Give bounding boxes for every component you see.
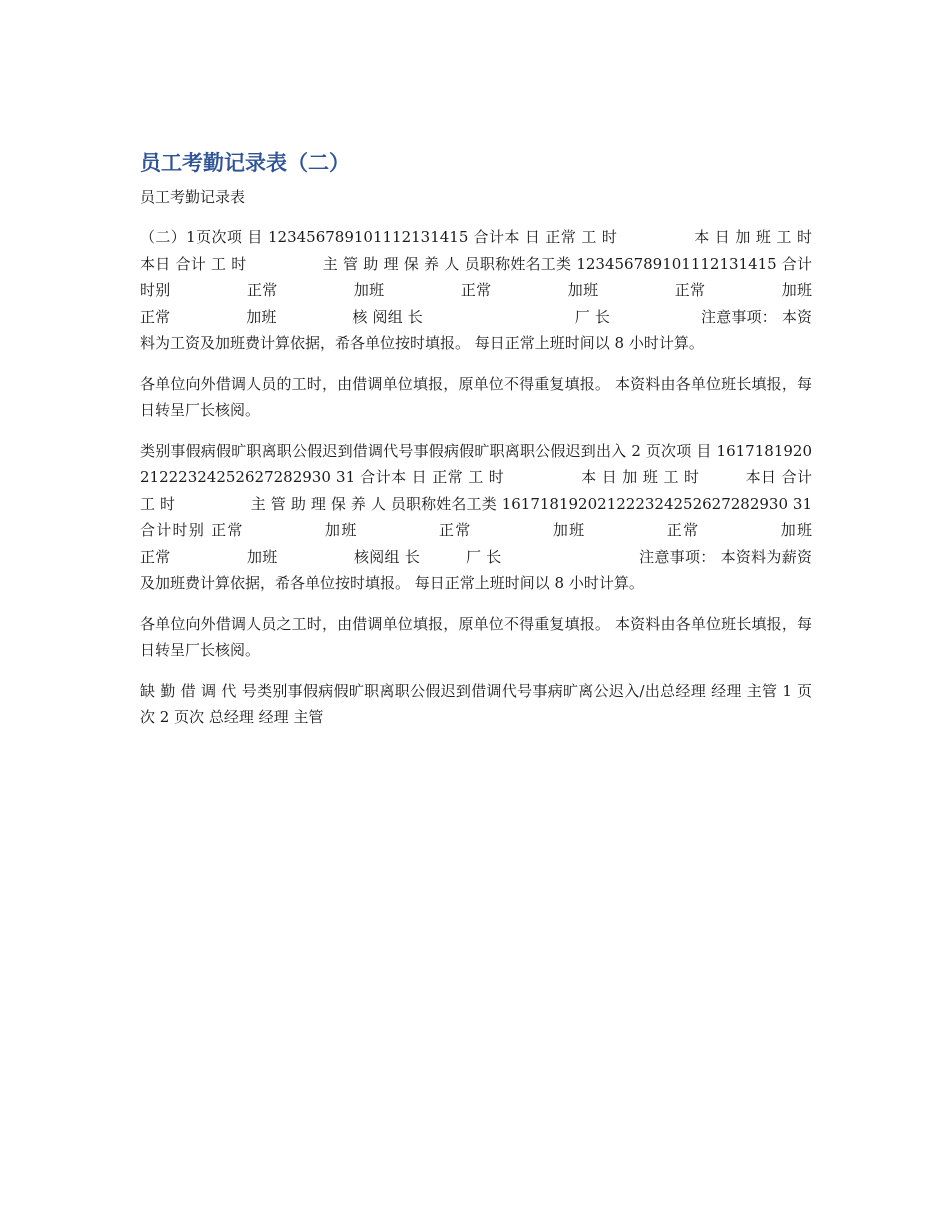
paragraph-absence-legend: 缺 勤 借 调 代 号类别事假病假旷职离职公假迟到借调代号事病旷离公迟入/出总经理 经理 主管 1 页次 2 页次 总经理 经理 主管 bbox=[140, 681, 812, 726]
paragraph-attendance-page1: （二）1页次项 目 123456789101112131415 合计本 日 正常 工 时 本 日 加 班 工 时 本日 合计 工 时 主 管 助 理 保 养 人 员职称姓名工类 123456789101112131415 合计时别 正常 加班 正常 加班 正常 加班 正常 加班 核 阅组 长 厂 长 注意事项： 本资料为工资及加班费计算依据，希各单位按时填报。 每日正常上班时间以 8 小时计算。 bbox=[140, 228, 888, 352]
document-subtitle: 员工考勤记录表 bbox=[140, 188, 246, 206]
paragraph-note-page2: 各单位向外借调人员之工时，由借调单位填报，原单位不得重复填报。 本资料由各单位班长填报，每日转呈厂长核阅。 bbox=[140, 614, 812, 659]
document-title: 员工考勤记录表（二） bbox=[140, 151, 350, 175]
document-page bbox=[140, 148, 888, 745]
paragraph-note-page1: 各单位向外借调人员的工时，由借调单位填报，原单位不得重复填报。 本资料由各单位班长填报，每日转呈厂长核阅。 bbox=[140, 374, 812, 419]
paragraph-attendance-page2: 类别事假病假旷职离职公假迟到借调代号事假病假旷职离职公假迟到出入 2 页次项 目 161718192021222324252627282930 31 合计本 日 正常 工 时 本 日 加 班 工 时 本日 合计 工 时 主 管 助 理 保 养 人 员职称姓名工类 161718192021222324252627282930 31 合计时别 正常 加班 正常 加班 正常 加班 正常 加班 核阅组 长 厂 长 注意事项： 本资料为薪资及加班费计算依据，希各单位按时填报。 每日正常上班时间以 8 小时计算。 bbox=[140, 441, 888, 592]
